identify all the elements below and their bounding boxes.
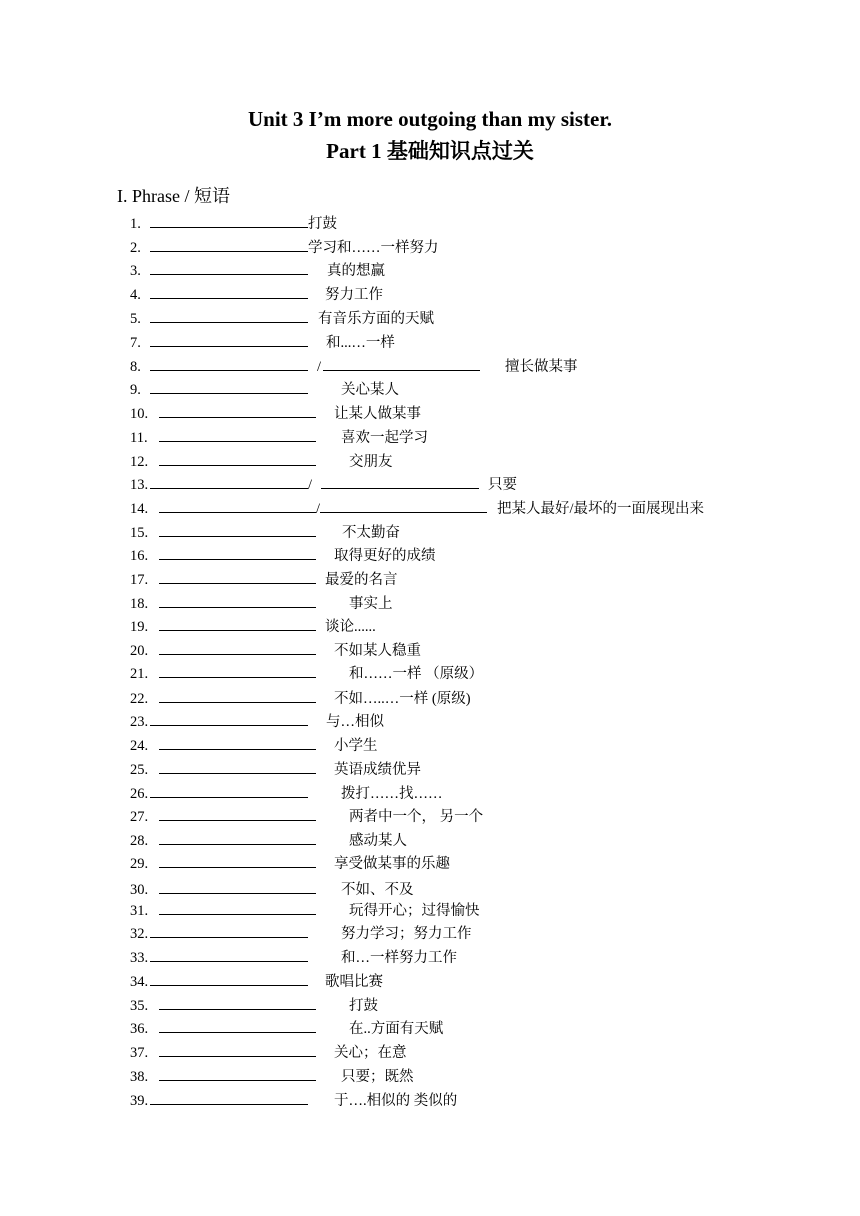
item-number: 7. (130, 335, 141, 351)
phrase-meaning: 享受做某事的乐趣 (334, 856, 450, 872)
answer-blank[interactable] (150, 298, 308, 299)
item-number: 29. (130, 856, 149, 872)
answer-blank[interactable] (159, 441, 316, 442)
answer-blank-second[interactable] (320, 512, 487, 513)
item-number: 14. (130, 501, 149, 517)
item-number: 19. (130, 619, 149, 635)
separator-slash: / (316, 501, 321, 517)
item-number: 1. (130, 216, 141, 232)
answer-blank[interactable] (150, 725, 308, 726)
phrase-meaning: 学习和……一样努力 (308, 240, 439, 256)
phrase-meaning: 两者中一个， 另一个 (349, 809, 484, 825)
answer-blank[interactable] (159, 867, 316, 868)
phrase-meaning: 打鼓 (349, 998, 378, 1014)
unit-title: Unit 3 I’m more outgoing than my sister. (247, 107, 612, 131)
item-number: 4. (130, 287, 141, 303)
answer-blank[interactable] (150, 227, 308, 228)
answer-blank[interactable] (159, 844, 316, 845)
section-heading: I. Phrase / 短语 (117, 186, 230, 206)
answer-blank[interactable] (159, 1032, 316, 1033)
separator-slash: / (317, 359, 322, 375)
item-number: 23. (130, 714, 149, 730)
answer-blank-second[interactable] (321, 488, 479, 489)
phrase-meaning: 最爱的名言 (325, 572, 398, 588)
phrase-meaning: 和...…一样 (326, 335, 395, 351)
answer-blank[interactable] (159, 893, 316, 894)
answer-blank[interactable] (159, 914, 316, 915)
phrase-meaning: 谈论...... (325, 619, 376, 635)
phrase-meaning: 把某人最好/最坏的一面展现出来 (497, 501, 705, 517)
item-number: 26. (130, 786, 149, 802)
item-number: 36. (130, 1021, 149, 1037)
answer-blank[interactable] (150, 251, 308, 252)
phrase-meaning: 不如…..…一样 (原级) (334, 691, 471, 707)
item-number: 32. (130, 926, 149, 942)
answer-blank[interactable] (150, 985, 308, 986)
item-number: 30. (130, 882, 149, 898)
item-number: 8. (130, 359, 141, 375)
item-number: 39. (130, 1093, 149, 1109)
phrase-meaning: 和……一样 （原级） (349, 666, 484, 682)
phrase-meaning: 真的想赢 (327, 263, 385, 279)
item-number: 35. (130, 998, 149, 1014)
phrase-meaning: 歌唱比赛 (325, 974, 383, 990)
item-number: 18. (130, 596, 149, 612)
answer-blank[interactable] (159, 749, 316, 750)
answer-blank[interactable] (159, 417, 316, 418)
answer-blank[interactable] (159, 1056, 316, 1057)
item-number: 12. (130, 454, 149, 470)
phrase-meaning: 努力学习；努力工作 (341, 926, 472, 942)
answer-blank-second[interactable] (323, 370, 480, 371)
phrase-meaning: 取得更好的成绩 (334, 548, 436, 564)
answer-blank[interactable] (159, 559, 316, 560)
item-number: 24. (130, 738, 149, 754)
phrase-meaning: 拨打……找…… (341, 786, 443, 802)
phrase-meaning: 于….相似的 类似的 (334, 1093, 458, 1109)
phrase-meaning: 打鼓 (308, 216, 337, 232)
answer-blank[interactable] (159, 536, 316, 537)
item-number: 13. (130, 477, 149, 493)
answer-blank[interactable] (159, 654, 316, 655)
item-number: 28. (130, 833, 149, 849)
item-number: 5. (130, 311, 141, 327)
answer-blank[interactable] (150, 937, 308, 938)
answer-blank[interactable] (159, 677, 316, 678)
answer-blank[interactable] (159, 820, 316, 821)
answer-blank[interactable] (150, 370, 308, 371)
item-number: 37. (130, 1045, 149, 1061)
answer-blank[interactable] (150, 274, 308, 275)
answer-blank[interactable] (159, 773, 316, 774)
phrase-meaning: 只要；既然 (341, 1069, 414, 1085)
phrase-meaning: 不如某人稳重 (334, 643, 421, 659)
separator-slash: / (308, 477, 313, 493)
phrase-meaning: 有音乐方面的天赋 (318, 311, 434, 327)
phrase-meaning: 英语成绩优异 (334, 762, 421, 778)
phrase-meaning: 喜欢一起学习 (341, 430, 428, 446)
answer-blank[interactable] (159, 630, 316, 631)
phrase-meaning: 事实上 (349, 596, 393, 612)
item-number: 21. (130, 666, 149, 682)
answer-blank[interactable] (150, 1104, 308, 1105)
phrase-meaning: 和…一样努力工作 (341, 950, 457, 966)
item-number: 15. (130, 525, 149, 541)
answer-blank[interactable] (150, 797, 308, 798)
answer-blank[interactable] (150, 322, 308, 323)
answer-blank[interactable] (159, 1080, 316, 1081)
answer-blank[interactable] (159, 702, 316, 703)
item-number: 34. (130, 974, 149, 990)
item-number: 27. (130, 809, 149, 825)
item-number: 11. (130, 430, 148, 446)
phrase-meaning: 小学生 (334, 738, 378, 754)
phrase-meaning: 与…相似 (326, 714, 384, 730)
phrase-meaning: 擅长做某事 (505, 359, 578, 375)
answer-blank[interactable] (150, 346, 308, 347)
answer-blank[interactable] (150, 393, 308, 394)
answer-blank[interactable] (150, 961, 308, 962)
item-number: 17. (130, 572, 149, 588)
item-number: 33. (130, 950, 149, 966)
item-number: 2. (130, 240, 141, 256)
part-title: Part 1 基础知识点过关 (326, 139, 534, 163)
phrase-meaning: 玩得开心；过得愉快 (349, 903, 480, 919)
phrase-meaning: 关心某人 (341, 382, 399, 398)
phrase-meaning: 不太勤奋 (342, 525, 400, 541)
item-number: 31. (130, 903, 149, 919)
answer-blank[interactable] (159, 1009, 316, 1010)
phrase-meaning: 在..方面有天赋 (349, 1021, 444, 1037)
item-number: 38. (130, 1069, 149, 1085)
item-number: 3. (130, 263, 141, 279)
phrase-meaning: 不如、不及 (341, 882, 414, 898)
answer-blank[interactable] (159, 512, 316, 513)
answer-blank[interactable] (159, 583, 316, 584)
phrase-meaning: 交朋友 (349, 454, 393, 470)
item-number: 16. (130, 548, 149, 564)
phrase-meaning: 感动某人 (349, 833, 407, 849)
phrase-meaning: 努力工作 (325, 287, 383, 303)
phrase-meaning: 关心；在意 (334, 1045, 407, 1061)
phrase-meaning: 只要 (488, 477, 517, 493)
answer-blank[interactable] (159, 465, 316, 466)
phrase-meaning: 让某人做某事 (334, 406, 421, 422)
item-number: 22. (130, 691, 149, 707)
item-number: 25. (130, 762, 149, 778)
answer-blank[interactable] (159, 607, 316, 608)
item-number: 9. (130, 382, 141, 398)
answer-blank[interactable] (150, 488, 308, 489)
item-number: 10. (130, 406, 149, 422)
item-number: 20. (130, 643, 149, 659)
